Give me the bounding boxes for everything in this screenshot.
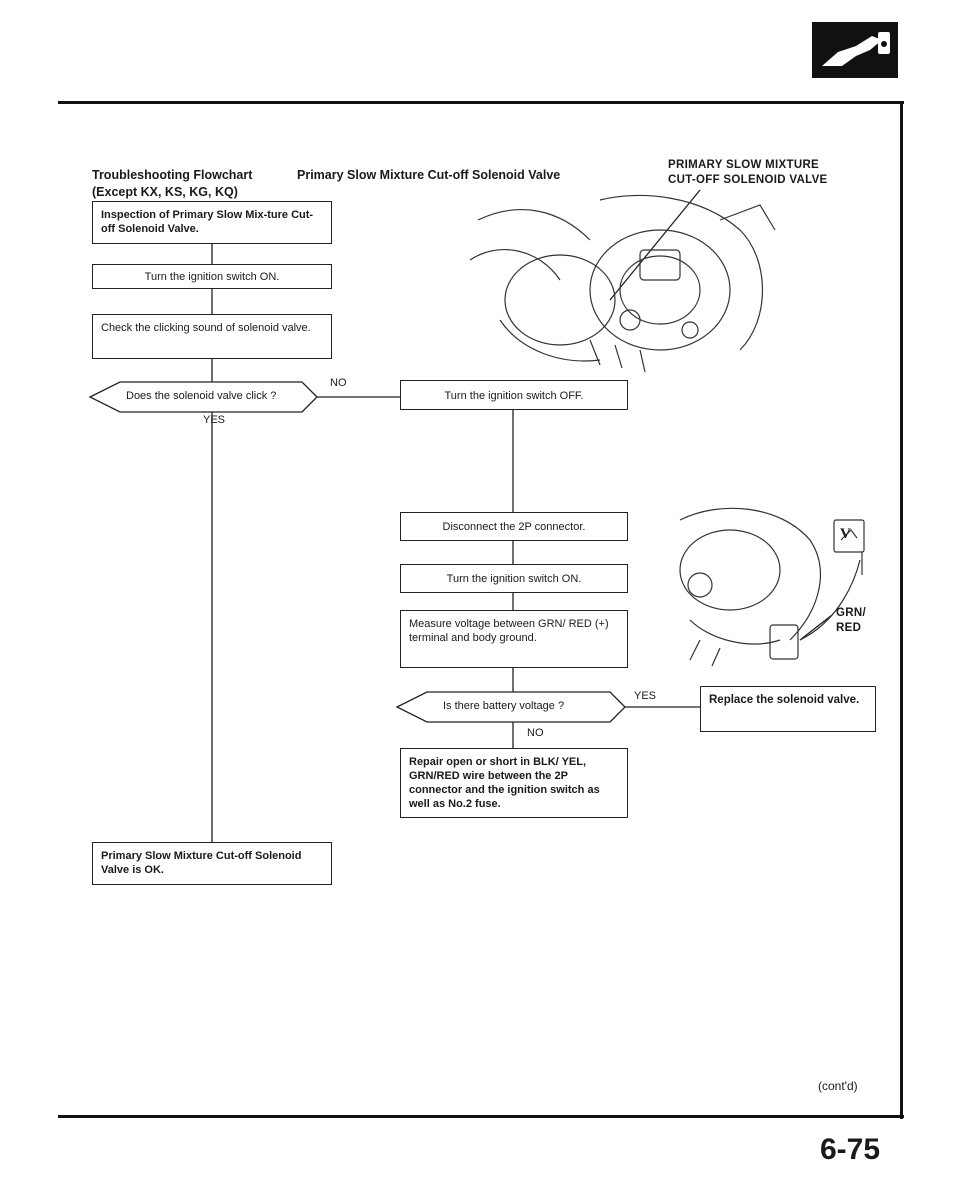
page-number: 6-75: [820, 1133, 881, 1166]
continued-label: (cont'd): [818, 1079, 858, 1093]
callout-label-line1: PRIMARY SLOW MIXTURE: [668, 159, 820, 171]
decision-click-no: NO: [330, 377, 347, 389]
callout-label-line2: CUT-OFF SOLENOID VALVE: [668, 174, 828, 186]
wire-label-line1: GRN/: [836, 607, 866, 619]
flowchart-subtitle: (Except KX, KS, KG, KQ): [92, 185, 238, 199]
decision-voltage-yes: YES: [634, 690, 657, 702]
wire-label-line2: RED: [836, 622, 862, 634]
decision-voltage-no: NO: [527, 727, 544, 739]
section-title: Primary Slow Mixture Cut-off Solenoid Valve: [297, 168, 561, 182]
result-replace-valve: Replace the solenoid valve.: [700, 686, 876, 732]
voltmeter-symbol: V: [840, 526, 851, 542]
decision-voltage-text: Is there battery voltage ?: [443, 700, 565, 712]
step-disconnect: Disconnect the 2P connector.: [400, 512, 628, 541]
step-ignition-on: Turn the ignition switch ON.: [92, 264, 332, 289]
step-ignition-off: Turn the ignition switch OFF.: [400, 380, 628, 410]
result-repair-wiring: Repair open or short in BLK/ YEL, GRN/RED wire between the 2P connector and the ignition switch as well as No.2 fuse.: [400, 748, 628, 818]
connector-illustration: [680, 508, 864, 666]
step-check-click: Check the clicking sound of solenoid valve.: [92, 314, 332, 359]
result-ok: Primary Slow Mixture Cut-off Solenoid Valve is OK.: [92, 842, 332, 885]
decision-click-text: Does the solenoid valve click ?: [126, 390, 277, 402]
step-inspection: Inspection of Primary Slow Mix-ture Cut-off Solenoid Valve.: [92, 201, 332, 244]
step-ignition-on-2: Turn the ignition switch ON.: [400, 564, 628, 593]
flowchart-title: Troubleshooting Flowchart: [92, 168, 253, 182]
step-measure-voltage: Measure voltage between GRN/ RED (+) terminal and body ground.: [400, 610, 628, 668]
decision-click-yes: YES: [203, 414, 226, 426]
